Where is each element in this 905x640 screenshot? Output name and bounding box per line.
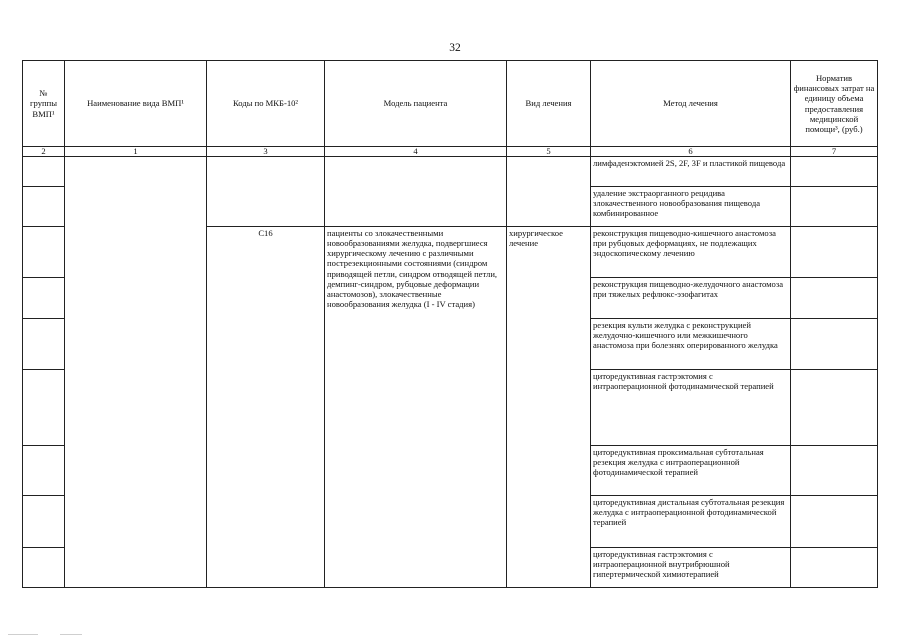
header-cost-norm: Норматив финансовых затрат на единицу объема предоставления медицинской помощи³, (руб.) [791, 61, 878, 147]
cost-cell [791, 227, 878, 278]
header-treatment-method: Метод лечения [591, 61, 791, 147]
vmp-type-name-cell [65, 157, 207, 588]
mkb-code-cell [207, 157, 325, 227]
cost-cell [791, 496, 878, 548]
cost-cell [791, 548, 878, 588]
mkb-code-cell: C16 [207, 227, 325, 588]
cost-cell [791, 319, 878, 370]
cost-cell [791, 446, 878, 496]
vmp-table [22, 60, 878, 588]
header-group-number: № группы ВМП¹ [23, 61, 65, 147]
cost-cell [791, 187, 878, 227]
cost-cell [791, 370, 878, 446]
header-row [23, 61, 878, 147]
group-number-cell [23, 496, 65, 548]
group-number-cell [23, 278, 65, 319]
column-number: 3 [207, 147, 325, 157]
header-vmp-type-name: Наименование вида ВМП¹ [65, 61, 207, 147]
column-number: 4 [325, 147, 507, 157]
page-number: 32 [449, 42, 461, 54]
treatment-type-cell [507, 157, 591, 227]
column-number: 1 [65, 147, 207, 157]
group-number-cell [23, 319, 65, 370]
method-cell: реконструкция пищеводно-желудочного анастомоза при тяжелых рефлюкс-эзофагитах [591, 278, 791, 319]
column-number: 7 [791, 147, 878, 157]
method-cell: реконструкция пищеводно-кишечного анастомоза при рубцовых деформациях, не подлежащих эндоскопическому лечению [591, 227, 791, 278]
scan-artifact [8, 634, 38, 635]
header-treatment-type: Вид лечения [507, 61, 591, 147]
treatment-type-cell: хирургическое лечение [507, 227, 591, 588]
column-number: 6 [591, 147, 791, 157]
cost-cell [791, 278, 878, 319]
group-number-cell [23, 446, 65, 496]
method-cell: удаление экстраорганного рецидива злокачественного новообразования пищевода комбинированное [591, 187, 791, 227]
group-number-cell [23, 157, 65, 187]
method-cell: циторедуктивная дистальная субтотальная резекция желудка с интраоперационной фотодинамической терапией [591, 496, 791, 548]
method-cell: циторедуктивная гастрэктомия с интраоперационной внутрибрюшной гипертермической химиотерапией [591, 548, 791, 588]
method-cell: резекция культи желудка с реконструкцией желудочно-кишечного или межкишечного анастомоза при болезнях оперированного желудка [591, 319, 791, 370]
group-number-cell [23, 187, 65, 227]
table-row [23, 157, 878, 187]
patient-model-cell [325, 157, 507, 227]
column-number: 2 [23, 147, 65, 157]
method-cell: циторедуктивная проксимальная субтотальная резекция желудка с интраоперационной фотодинамической терапией [591, 446, 791, 496]
header-mkb-codes: Коды по МКБ-10² [207, 61, 325, 147]
method-cell: лимфаденэктомией 2S, 2F, 3F и пластикой пищевода [591, 157, 791, 187]
column-number-row [23, 147, 878, 157]
scan-artifact [60, 634, 82, 635]
group-number-cell [23, 227, 65, 278]
method-cell: циторедуктивная гастрэктомия с интраоперационной фотодинамической терапией [591, 370, 791, 446]
cost-cell [791, 157, 878, 187]
group-number-cell [23, 370, 65, 446]
group-number-cell [23, 548, 65, 588]
patient-model-cell: пациенты со злокачественными новообразованиями желудка, подвергшиеся хирургическому лечению с различными пострезекционными состояниями (синдром приводящей петли, синдром отводящей петли, демпинг-синдром, рубцовые деформации анастомозов), злокачественные новообразования желудка (I - IV стадия) [325, 227, 507, 588]
header-patient-model: Модель пациента [325, 61, 507, 147]
column-number: 5 [507, 147, 591, 157]
